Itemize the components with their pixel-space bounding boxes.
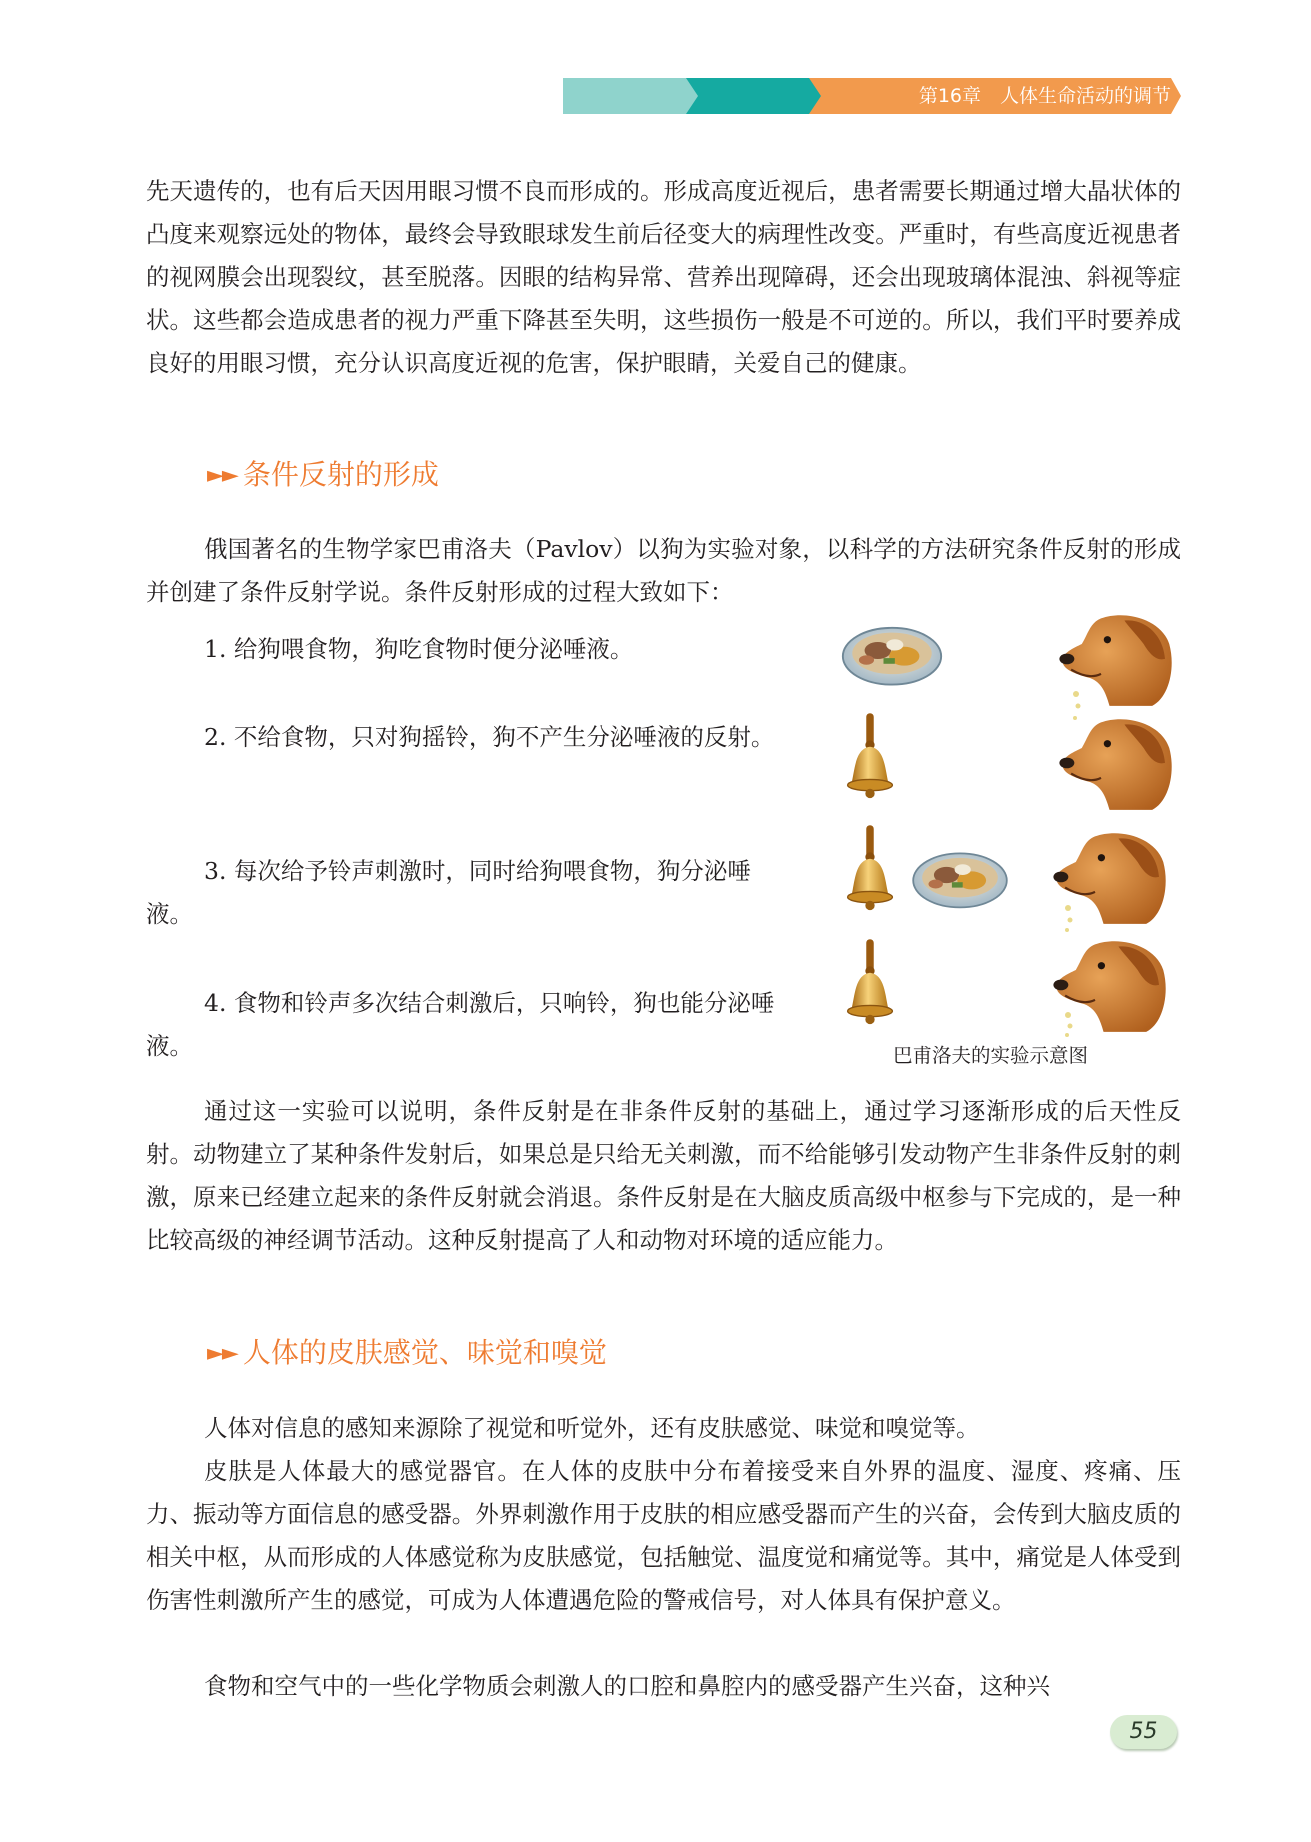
step-3: 3. 每次给予铃声刺激时，同时给狗喂食物，狗分泌唾液。: [146, 857, 751, 928]
saliva-drops-icon: [1060, 1010, 1080, 1040]
bell-icon: [842, 708, 898, 808]
paragraph-taste-smell: 食物和空气中的一些化学物质会刺激人的口腔和鼻腔内的感受器产生兴奋，这种兴: [204, 1672, 1050, 1700]
bell-icon: [842, 934, 898, 1034]
step-4: 4. 食物和铃声多次结合刺激后，只响铃，狗也能分泌唾液。: [146, 989, 775, 1060]
heading-arrow-icon: ►►: [207, 463, 237, 488]
heading-arrow-icon: ►►: [207, 1341, 237, 1366]
chapter-title: 第16章 人体生命活动的调节: [918, 85, 1171, 107]
section-heading-senses: [207, 1333, 607, 1374]
paragraph-pavlov: 俄国著名的生物学家巴甫洛夫（Pavlov）以狗为实验对象，以科学的方法研究条件反射的形成并创建了条件反射学说。条件反射形成的过程大致如下：: [146, 535, 1181, 606]
step-2: 2. 不给食物，只对狗摇铃，狗不产生分泌唾液的反射。: [204, 723, 775, 751]
page-number: 55: [1110, 1715, 1177, 1749]
paragraph-myopia: 先天遗传的，也有后天因用眼习惯不良而形成的。形成高度近视后，患者需要长期通过增大晶状体的凸度来观察远处的物体，最终会导致眼球发生前后径变大的病理性改变。严重时，有些高度近视患者的视网膜会出现裂纹，甚至脱落。因眼的结构异常、营养出现障碍，还会出现玻璃体混浊、斜视等症状。这些都会造成患者的视力严重下降甚至失明，这些损伤一般是不可逆的。所以，我们平时要养成良好的用眼习惯，充分认识高度近视的危害，保护眼睛，关爱自己的健康。: [146, 177, 1181, 377]
figure-caption: 巴甫洛夫的实验示意图: [893, 1044, 1089, 1067]
food-bowl-icon: [840, 622, 944, 698]
food-bowl-icon: [910, 848, 1010, 920]
dog-head-icon: [1058, 716, 1176, 812]
chapter-banner: [563, 78, 1181, 114]
step-1: 1. 给狗喂食物，狗吃食物时便分泌唾液。: [204, 635, 634, 663]
paragraph-senses-intro: 人体对信息的感知来源除了视觉和听觉外，还有皮肤感觉、味觉和嗅觉等。: [204, 1414, 980, 1442]
bell-icon: [842, 820, 898, 920]
section-heading-conditioned-reflex: [207, 455, 439, 496]
paragraph-skin-sense: 皮肤是人体最大的感觉器官。在人体的皮肤中分布着接受来自外界的温度、湿度、疼痛、压力、振动等方面信息的感受器。外界刺激作用于皮肤的相应感受器而产生的兴奋，会传到大脑皮质的相关中枢，从而形成的人体感觉称为皮肤感觉，包括触觉、温度觉和痛觉等。其中，痛觉是人体受到伤害性刺激所产生的感觉，可成为人体遭遇危险的警戒信号，对人体具有保护意义。: [146, 1457, 1181, 1614]
paragraph-reflex-explanation: 通过这一实验可以说明，条件反射是在非条件反射的基础上，通过学习逐渐形成的后天性反射。动物建立了某种条件发射后，如果总是只给无关刺激，而不给能够引发动物产生非条件反射的刺激，原来已经建立起来的条件反射就会消退。条件反射是在大脑皮质高级中枢参与下完成的，是一种比较高级的神经调节活动。这种反射提高了人和动物对环境的适应能力。: [146, 1097, 1181, 1254]
saliva-drops-icon: [1060, 902, 1080, 938]
heading-text: 人体的皮肤感觉、味觉和嗅觉: [242, 1336, 607, 1369]
pavlov-experiment-figure: [840, 612, 1180, 1042]
heading-text: 条件反射的形成: [242, 458, 439, 491]
